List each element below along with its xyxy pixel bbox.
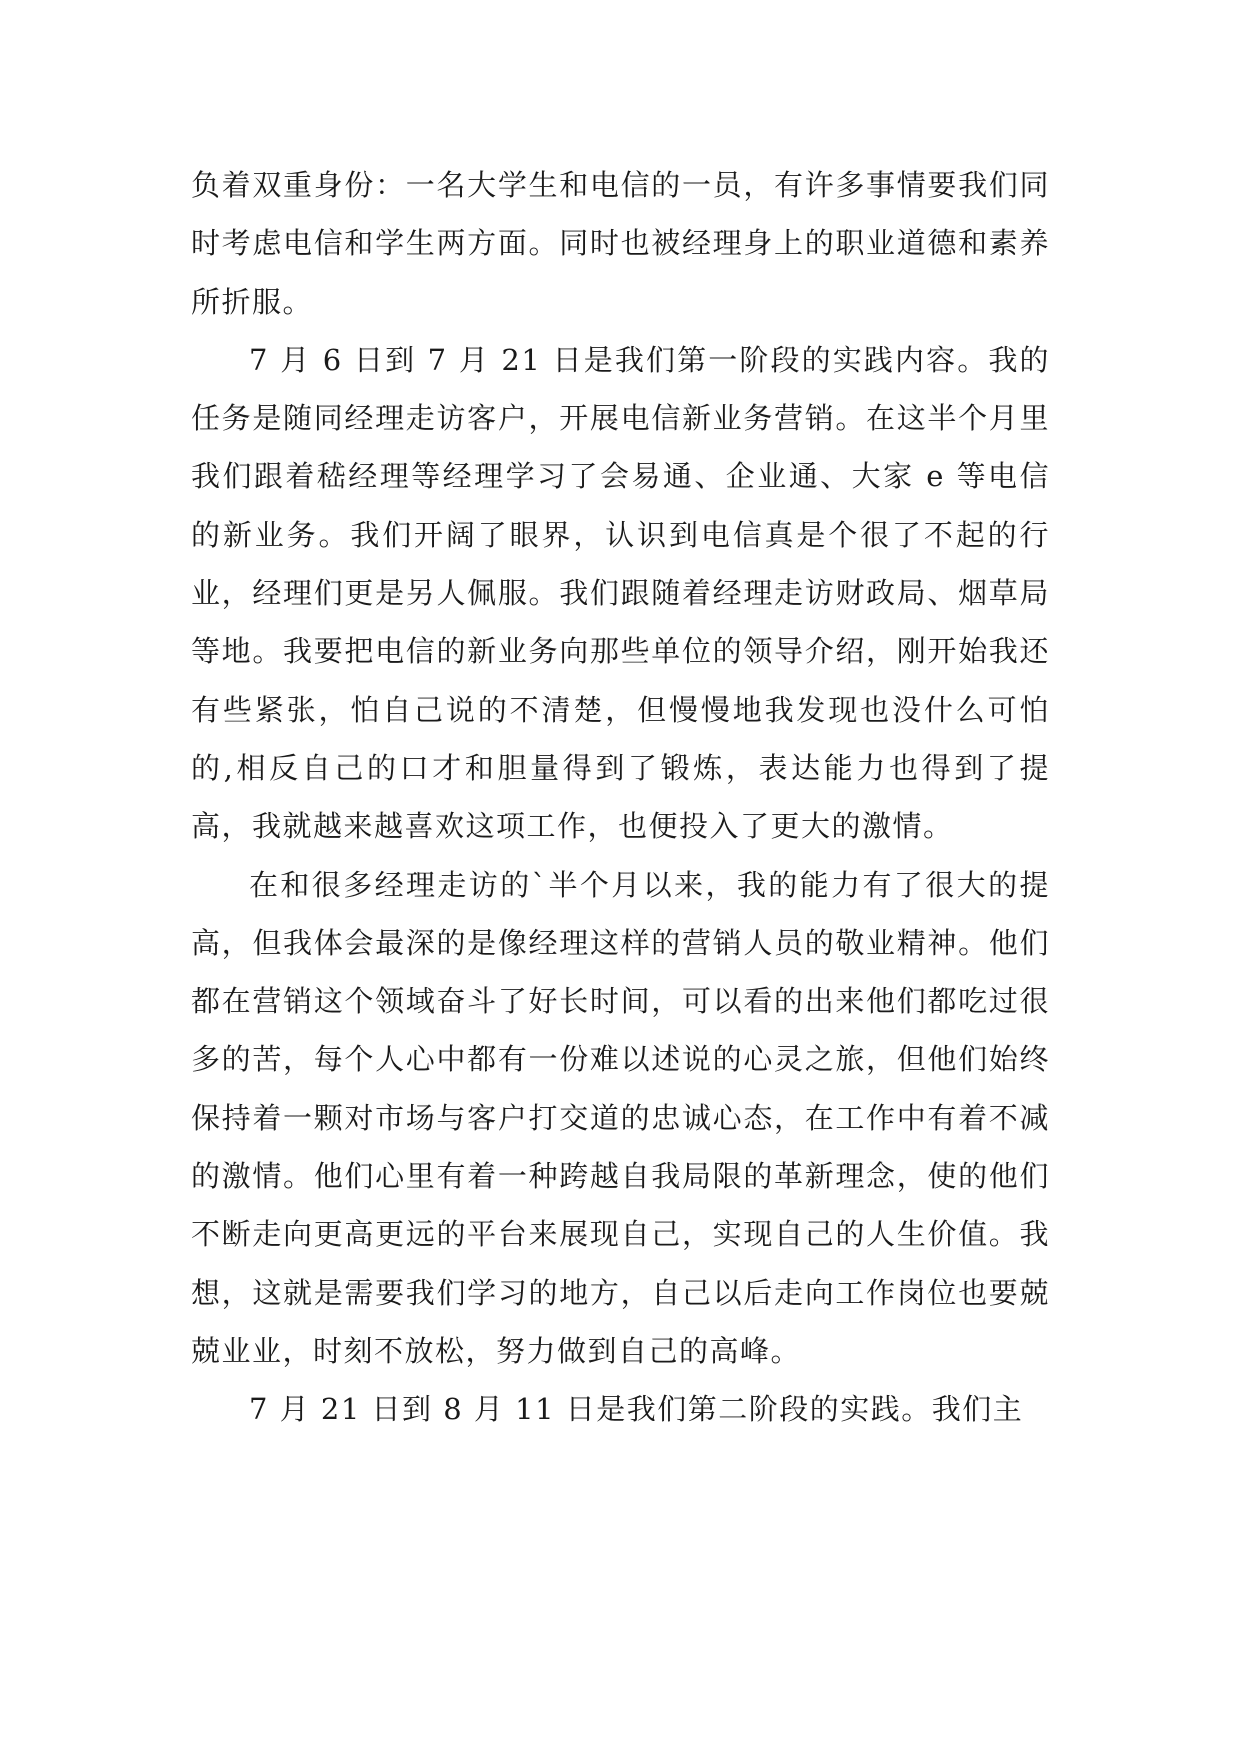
- paragraph-1: 负着双重身份：一名大学生和电信的一员，有许多事情要我们同时考虑电信和学生两方面。同时也被经理身上的职业道德和素养所折服。: [191, 168, 1050, 319]
- paragraph-4: 7 月 21 日到 8 月 11 日是我们第二阶段的实践。我们主: [249, 1392, 1024, 1427]
- paragraph-3: 在和很多经理走访的`半个月以来，我的能力有了很大的提高，但我体会最深的是像经理这样的营销人员的敬业精神。他们都在营销这个领域奋斗了好长时间，可以看的出来他们都吃过很多的苦，每个人心中都有一份难以述说的心灵之旅，但他们始终保持着一颗对市场与客户打交道的忠诚心态，在工作中有着不减的激情。他们心里有着一种跨越自我局限的革新理念，使的他们不断走向更高更远的平台来展现自己，实现自己的人生价值。我想，这就是需要我们学习的地方，自己以后走向工作岗位也要兢兢业业，时刻不放松，努力做到自己的高峰。: [191, 867, 1050, 1368]
- paragraph-2: 7 月 6 日到 7 月 21 日是我们第一阶段的实践内容。我的任务是随同经理走访客户，开展电信新业务营销。在这半个月里我们跟着嵇经理等经理学习了会易通、企业通、大家 e 等电信的新业务。我们开阔了眼界，认识到电信真是个很了不起的行业，经理们更是另人佩服。我们跟随着经理走访财政局、烟草局等地。我要把电信的新业务向那些单位的领导介绍，刚开始我还有些紧张，怕自己说的不清楚，但慢慢地我发现也没什么可怕的,相反自己的口才和胆量得到了锻炼，表达能力也得到了提高，我就越来越喜欢这项工作，也便投入了更大的激情。: [191, 342, 1050, 844]
- document-body: [191, 156, 1050, 1439]
